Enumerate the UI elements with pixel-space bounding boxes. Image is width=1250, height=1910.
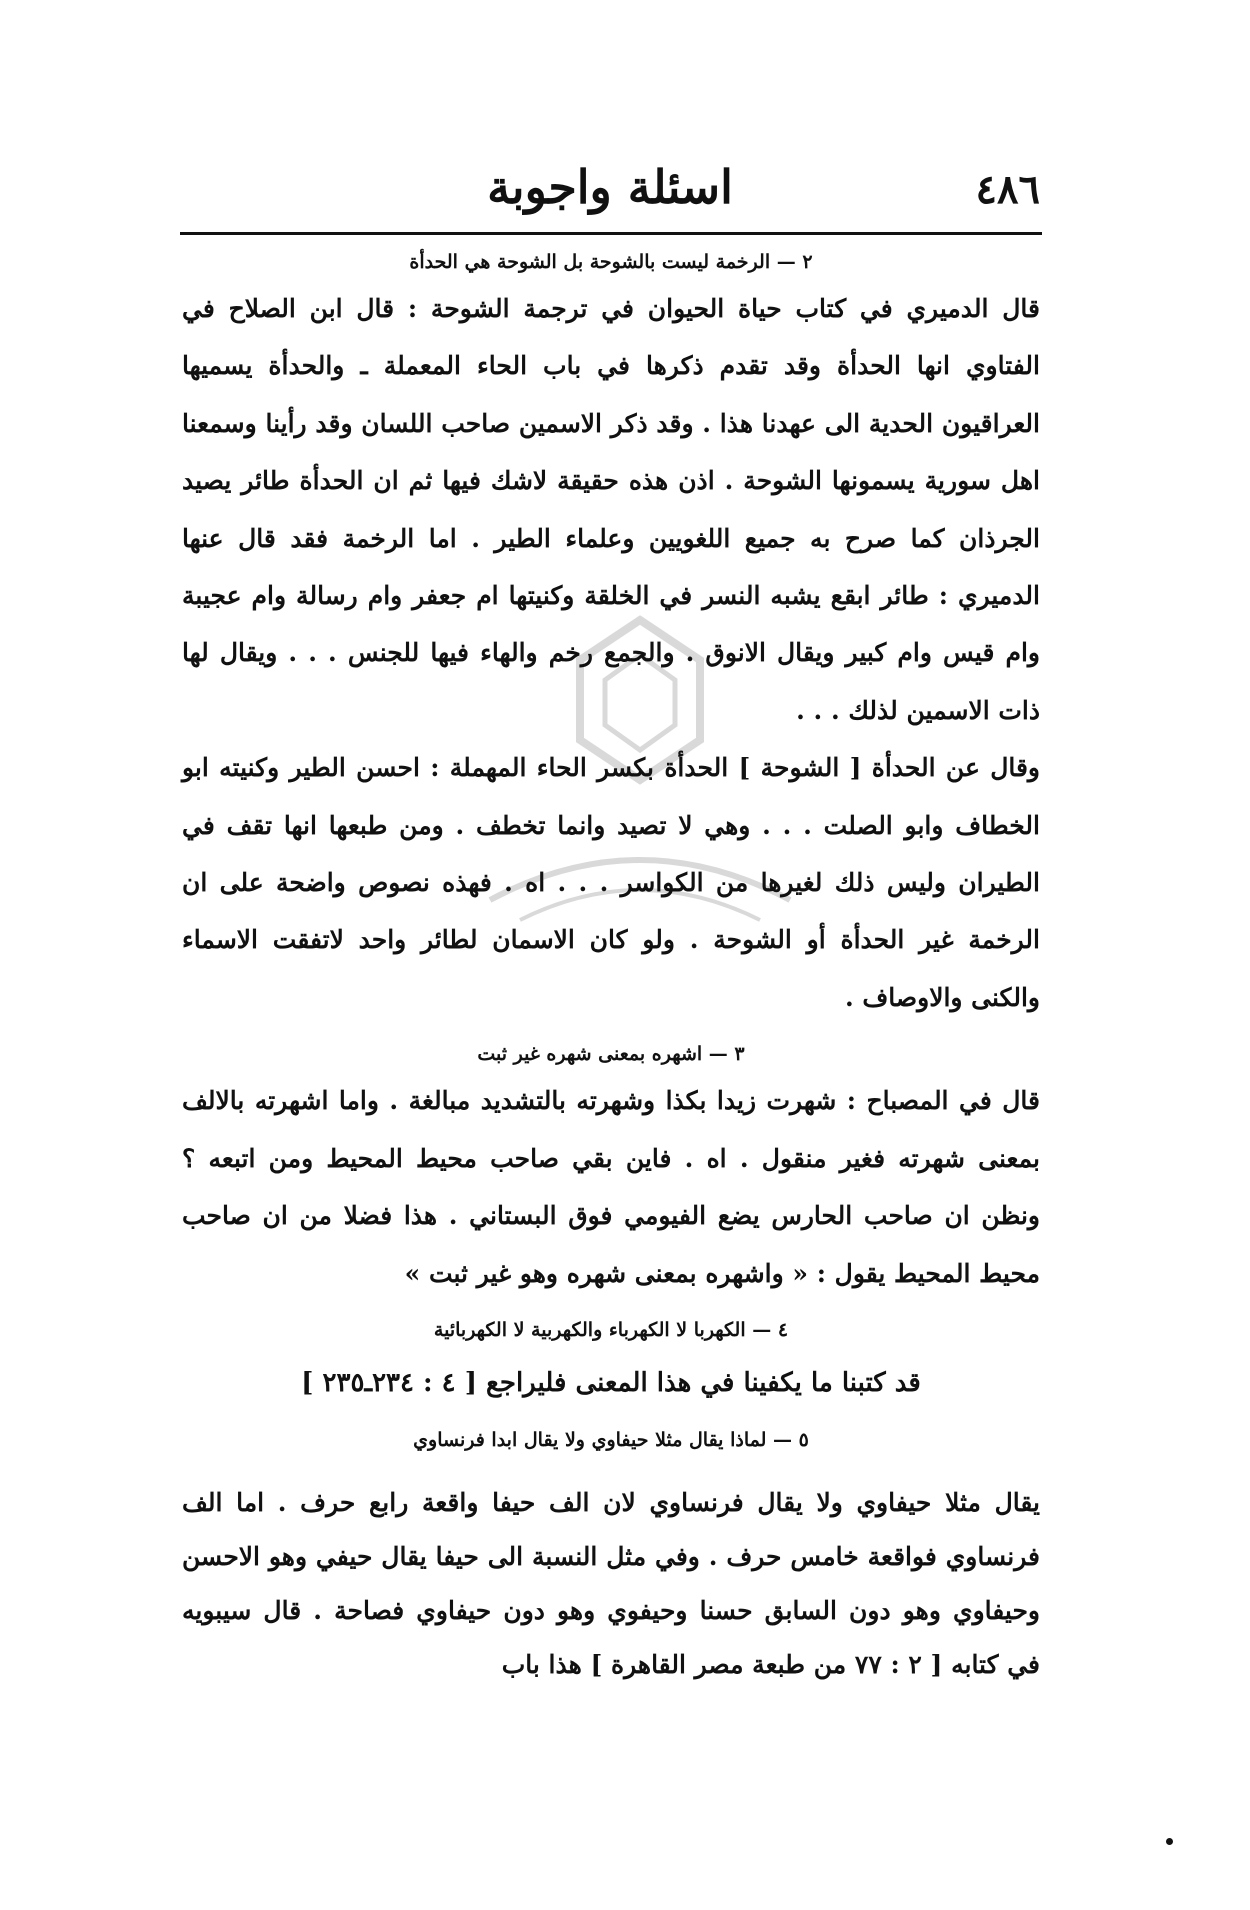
section-3-paragraph-1: قال في المصباح : شهرت زيدا بكذا وشهرته بالتشديد مبالغة . واما اشهرته بالالف بمعنى شهرته فغير منقول . اه . فاين بقي صاحب محيط المحيط ومن اتبعه ؟ ونظن ان صاحب الحارس يضع الفيومي فوق البستاني . هذا فضلا من ان صاحب محيط المحيط يقول : « واشهره بمعنى شهره وهو غير ثبت »	[182, 1086, 1040, 1288]
scan-speck	[1166, 1838, 1173, 1845]
section-2-paragraph-1: قال الدميري في كتاب حياة الحيوان في ترجمة الشوحة : قال ابن الصلاح في الفتاوي انها الحدأة وقد تقدم ذكرها في باب الحاء المعملة ـ والحدأة يسميها العراقيون الحدية الى عهدنا هذا . وقد ذكر الاسمين صاحب اللسان وقد رأينا وسمعنا اهل سورية يسمونها الشوحة . اذن هذه حقيقة لاشك فيها ثم ان الحدأة طائر يصيد الجرذان كما صرح به جميع اللغويين وعلماء الطير . اما الرخمة فقد قال عنها الدميري : طائر ابقع يشبه النسر في الخلقة وكنيتها ام جعفر وام رسالة وام عجيبة وام قيس وام كبير ويقال الانوق . والجمع رخم والهاء فيها للجنس . . . ويقال لها ذات الاسمين لذلك . . .	[182, 294, 1040, 725]
section-4-heading: ٤ — الكهربا لا الكهرباء والكهربية لا الكهربائية	[433, 1318, 789, 1341]
section-5-heading: ٥ — لماذا يقال مثلا حيفاوي ولا يقال ابدا فرنساوي	[413, 1428, 809, 1451]
section-3-heading: ٣ — اشهره بمعنى شهره غير ثبت	[477, 1043, 745, 1066]
page-header	[180, 160, 1040, 220]
section-4-paragraph-1: قد كتبنا ما يكفينا في هذا المعنى فليراجع [ ٤ : ٢٣٤ـ٢٣٥ ]	[301, 1367, 921, 1398]
running-title: اسئلة واجوبة	[487, 160, 733, 214]
section-5-paragraph-1: يقال مثلا حيفاوي ولا يقال فرنساوي لان الف حيفا واقعة رابع حرف . اما الف فرنساوي فواقعة خامس حرف . وفي مثل النسبة الى حيفا يقال حيفي وهو الاحسن وحيفاوي وهو دون السابق حسنا وحيفوي وهو دون حيفاوي فصاحة . قال سيبويه في كتابه [ ٢ : ٧٧ من طبعة مصر القاهرة ] هذا باب	[182, 1487, 1040, 1679]
section-2-heading: ٢ — الرخمة ليست بالشوحة بل الشوحة هي الحدأة	[409, 251, 813, 273]
body-text	[182, 244, 1040, 1692]
section-2-paragraph-2: وقال عن الحدأة [ الشوحة ] الحدأة بكسر الحاء المهملة : احسن الطير وكنيته ابو الخطاف وابو الصلت . . . وهي لا تصيد وانما تخطف . ومن طبعها انها تقف في الطيران وليس ذلك لغيرها من الكواسر . . . اه . فهذه نصوص واضحة على ان الرخمة غير الحدأة أو الشوحة . ولو كان الاسمان لطائر واحد لاتفقت الاسماء والكنى والاوصاف .	[182, 753, 1040, 1012]
page-number: ٤٨٦	[975, 166, 1040, 213]
header-divider	[180, 232, 1042, 235]
